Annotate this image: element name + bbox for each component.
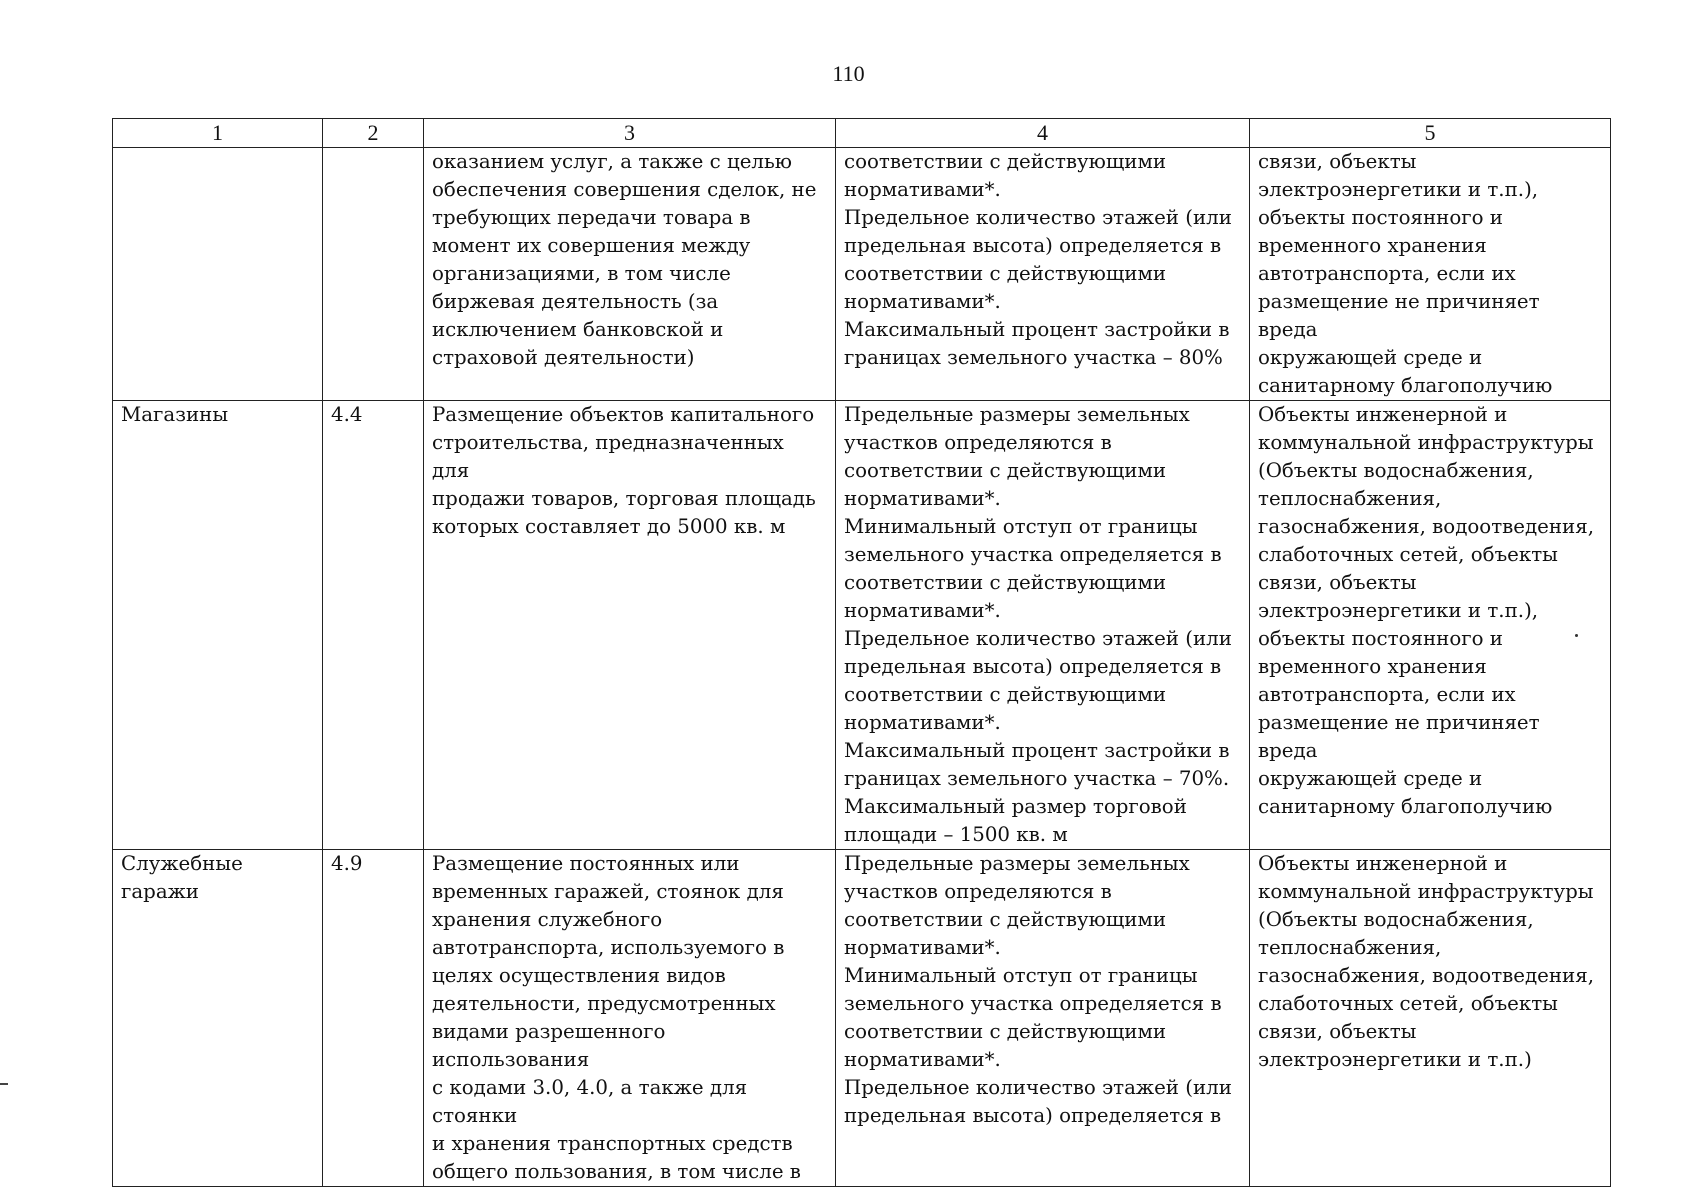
use-name-cell: Служебные гаражи	[113, 850, 323, 1187]
scan-edge-mark	[0, 1083, 8, 1085]
use-name-cell: Магазины	[113, 401, 323, 850]
table-row	[113, 850, 1611, 1187]
use-description-cell: Размещение постоянных или временных гаражей, стоянок для хранения служебного автотранспорта, используемого в целях осуществления видов деятельности, предусмотренных видами разрешенного использования с кодами 3.0, 4.0, а также для стоянки и хранения транспортных средств общего пользования, в том числе в	[424, 850, 836, 1187]
column-header-3: 3	[424, 119, 836, 148]
table-row	[113, 401, 1611, 850]
use-code-cell: 4.9	[323, 850, 424, 1187]
auxiliary-uses-cell: связи, объекты электроэнергетики и т.п.), объекты постоянного и временного хранения автотранспорта, если их размещение не причиняет вреда окружающей среде и санитарному благополучию	[1250, 148, 1611, 401]
table-row	[113, 148, 1611, 401]
use-description-cell: Размещение объектов капитального строительства, предназначенных для продажи товаров, торговая площадь которых составляет до 5000 кв. м	[424, 401, 836, 850]
page-number: 110	[832, 61, 865, 86]
parameters-cell: соответствии с действующими нормативами*. Предельное количество этажей (или предельная высота) определяется в соответствии с действующими нормативами*. Максимальный процент застройки в границах земельного участка – 80%	[836, 148, 1250, 401]
parameters-cell: Предельные размеры земельных участков определяются в соответствии с действующими нормативами*. Минимальный отступ от границы земельного участка определяется в соответствии с действующими нормативами*. Предельное количество этажей (или предельная высота) определяется в соответствии с действующими нормативами*. Максимальный процент застройки в границах земельного участка – 70%. Максимальный размер торговой площади – 1500 кв. м	[836, 401, 1250, 850]
use-code-cell: 4.4	[323, 401, 424, 850]
column-header-1: 1	[113, 119, 323, 148]
use-description-cell: оказанием услуг, а также с целью обеспечения совершения сделок, не требующих передачи товара в момент их совершения между организациями, в том числе биржевая деятельность (за исключением банковской и страховой деятельности)	[424, 148, 836, 401]
use-code-cell	[323, 148, 424, 401]
use-name-cell	[113, 148, 323, 401]
auxiliary-uses-cell: Объекты инженерной и коммунальной инфраструктуры (Объекты водоснабжения, теплоснабжения, газоснабжения, водоотведения, слаботочных сетей, объекты связи, объекты электроэнергетики и т.п.), объекты постоянного и временного хранения автотранспорта, если их размещение не причиняет вреда окружающей среде и санитарному благополучию	[1250, 401, 1611, 850]
scan-speck	[1575, 634, 1578, 637]
column-header-5: 5	[1250, 119, 1611, 148]
table-header-row	[113, 119, 1611, 148]
column-header-2: 2	[323, 119, 424, 148]
auxiliary-uses-cell: Объекты инженерной и коммунальной инфраструктуры (Объекты водоснабжения, теплоснабжения, газоснабжения, водоотведения, слаботочных сетей, объекты связи, объекты электроэнергетики и т.п.)	[1250, 850, 1611, 1187]
parameters-cell: Предельные размеры земельных участков определяются в соответствии с действующими нормативами*. Минимальный отступ от границы земельного участка определяется в соответствии с действующими нормативами*. Предельное количество этажей (или предельная высота) определяется в	[836, 850, 1250, 1187]
column-header-4: 4	[836, 119, 1250, 148]
land-use-regulations-table	[112, 118, 1611, 1187]
